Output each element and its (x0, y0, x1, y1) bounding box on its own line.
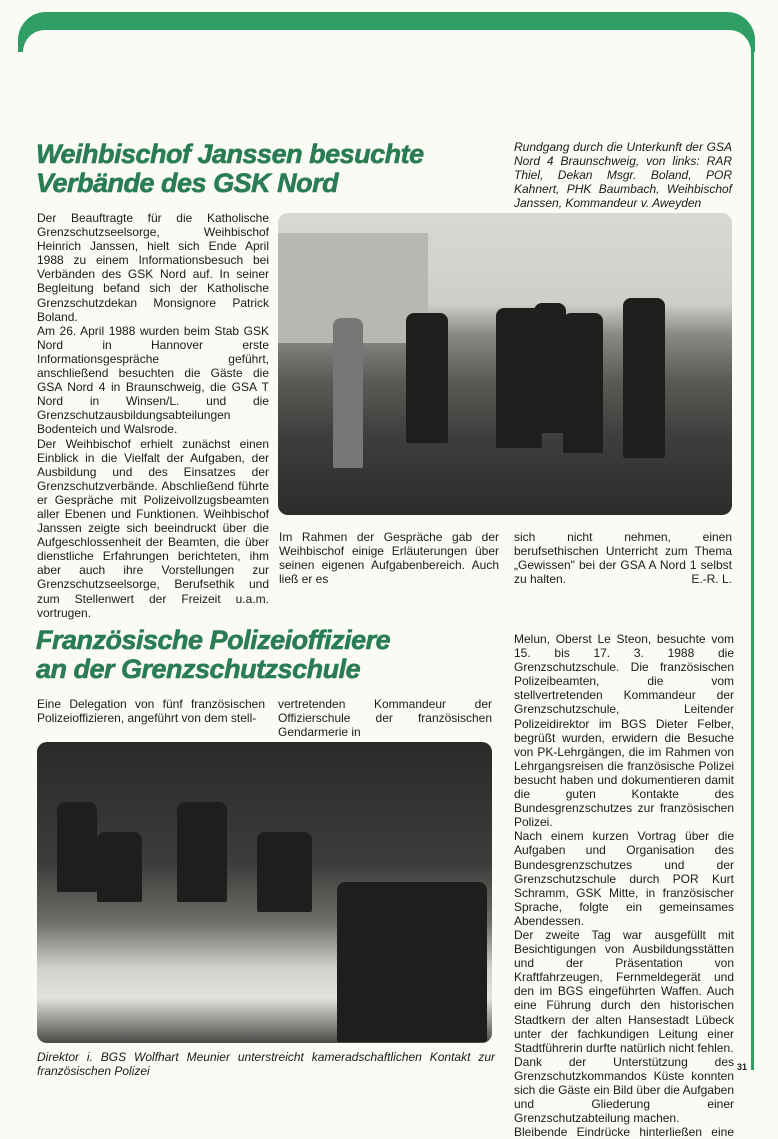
page-frame-inner (23, 30, 751, 70)
person (257, 832, 312, 912)
article2-column-2: vertretenden Kommandeur der Offizierschule der französischen Gendarmerie in (278, 697, 492, 740)
article1-column-2: Im Rahmen der Gespräche gab der Weihbischof einige Erläuterungen über seinen eigenen Aufgabenbereich. Auch ließ er es (279, 530, 499, 587)
article2-column-3: Melun, Oberst Le Steon, besuchte vom 15. bis 17. 3. 1988 die Grenzschutzschule. Die französischen Polizeibeamten, die vom stellvertretenden Kommandeur der Grenzschutzschule, Leitender Polizeidirektor im BGS Dieter Felber, begrüßt wurden, erwidern die Besuche von PK-Lehrgängen, die im Rahmen von Lehrgangsreisen die französische Polizei besucht haben und dokumentieren damit die guten Kontakte des Bundesgrenzschutzes zur französischen Polizei. Nach einem kurzen Vortrag über die Aufgaben und Organisation des Bundesgrenzschutzes und der Grenzschutzschule durch POR Kurt Schramm, GSK Mitte, in französischer Sprache, folgte ein gemeinsames Abendessen. Der zweite Tag war ausgefüllt mit Besichtigungen von Ausbildungsstätten und der Präsentation von Kraftfahrzeugen, Fernmeldegerät und den im BGS eingeführten Waffen. Auch eine Führung durch den historischen Stadtkern der alten Hansestadt Lübeck unter der fachkundigen Leitung einer Stadtführerin durfte natürlich nicht fehlen. Dank der Unterstützung des Grenzschutzkommandos Küste konnten sich die Gäste ein Bild über die Aufgaben und Gliederung einer Grenzschutzabteilung machen. Bleibende Eindrücke hinterließen eine (514, 632, 734, 1139)
person (623, 298, 665, 458)
article2-column-1: Eine Delegation von fünf französischen Polizeioffizieren, angeführt von dem stell- (37, 697, 265, 726)
article1-column-3: sich nicht nehmen, einen berufsethischen Unterricht zum Thema „Gewissen" bei der GSA A Nord 1 selbst zu halten. E.-R. L. (514, 530, 732, 587)
person (337, 882, 487, 1042)
article2-headline: Französische Polizeioffiziere an der Grenzschutzschule (36, 625, 391, 684)
author-initials: E.-R. L. (691, 572, 732, 587)
article1-photo (278, 213, 732, 515)
person (333, 318, 363, 468)
article1-column-1: Der Beauftragte für die Katholische Grenzschutzseelsorge, Weihbischof Heinrich Janssen, hielt sich Ende April 1988 zu einem Informationsbesuch bei Verbänden des GSK Nord auf. In seiner Begleitung befand sich der Katholische Grenzschutzdekan Monsignore Patrick Boland. Am 26. April 1988 wurden beim Stab GSK Nord in Hannover erste Informationsgespräche geführt, anschließend besuchten die Gäste die GSA Nord 4 in Braunschweig, die GSA T Nord in Winsen/L. und die Grenzschutzausbildungsabteilungen Bodenteich und Walsrode. Der Weihbischof erhielt zunächst einen Einblick in die Vielfalt der Aufgaben, der Ausbildung und des Einsatzes der Grenzschutzverbände. Abschließend führte er Gespräche mit Polizeivollzugsbeamten aller Ebenen und Funktionen. Weihbischof Janssen zeigte sich beeindruckt über die Aufgeschlossenheit der Beamten, die über dienstliche Erfahrungen berichteten, ihm aber auch ihre Vorstellungen zur Grenzschutzseelsorge, Berufsethik und zum Stellenwert der Freizeit u.a.m. vortrugen. (37, 211, 269, 620)
person (534, 303, 566, 433)
person (57, 802, 97, 892)
article1-headline: Weihbischof Janssen besuchte Verbände des GSK Nord (36, 139, 424, 198)
person (177, 802, 227, 902)
person (563, 313, 603, 453)
page-frame-right (751, 40, 754, 1070)
article2-photo-caption: Direktor i. BGS Wolfhart Meunier unterstreicht kameradschaftlichen Kontakt zur französischen Polizei (37, 1050, 495, 1079)
person (406, 313, 448, 443)
article1-photo-caption: Rundgang durch die Unterkunft der GSA Nord 4 Braunschweig, von links: RAR Thiel, Dekan Msgr. Boland, POR Kahnert, PHK Baumbach, Weihbischof Janssen, Kommandeur v. Aweyden (514, 140, 732, 211)
page-number: 31 (737, 1062, 748, 1072)
article2-photo (37, 742, 492, 1043)
person (97, 832, 142, 902)
